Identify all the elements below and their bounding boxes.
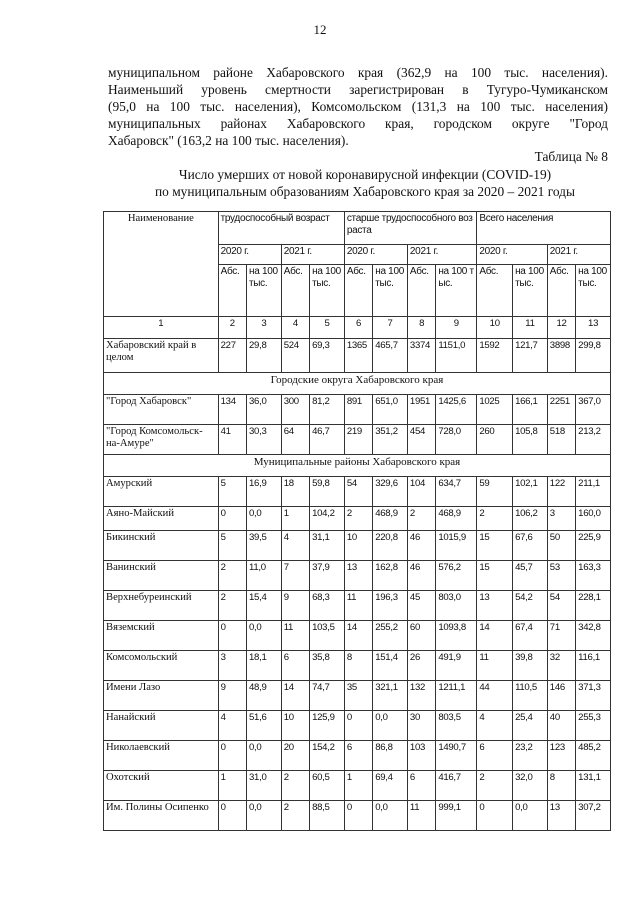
- row-value: 1592: [477, 339, 513, 373]
- page-number: 12: [313, 22, 327, 37]
- intro-line: Наименьший уровень смертности зарегистрирован в Тугуро-Чумиканском: [108, 82, 608, 97]
- row-value: 46: [407, 561, 435, 591]
- row-value: 3: [218, 651, 246, 681]
- row-name: Комсомольский: [104, 651, 219, 681]
- table-row: [104, 507, 611, 531]
- row-value: 576,2: [436, 561, 477, 591]
- row-value: 103: [407, 741, 435, 771]
- table-row: [104, 395, 611, 425]
- table-row: [104, 591, 611, 621]
- table-row: [104, 425, 611, 455]
- intro-line: муниципальном районе Хабаровского края (362,9 на 100 тыс. населения).: [108, 65, 608, 80]
- row-value: 196,3: [373, 591, 408, 621]
- row-value: 416,7: [436, 771, 477, 801]
- row-value: 160,0: [576, 507, 611, 531]
- row-value: 30,3: [247, 425, 282, 455]
- row-name: Вяземский: [104, 621, 219, 651]
- row-value: 213,2: [576, 425, 611, 455]
- section-title: Городские округа Хабаровского края: [104, 373, 611, 395]
- row-value: 0,0: [513, 801, 548, 831]
- row-value: 68,3: [310, 591, 345, 621]
- row-value: 2: [281, 801, 309, 831]
- row-value: 728,0: [436, 425, 477, 455]
- row-value: 634,7: [436, 477, 477, 507]
- intro-line: Хабаровск" (163,2 на 100 тыс. населения).: [108, 133, 349, 148]
- row-name: Хабаровский край в целом: [104, 339, 219, 373]
- row-value: 16,9: [247, 477, 282, 507]
- row-value: 11,0: [247, 561, 282, 591]
- row-value: 18,1: [247, 651, 282, 681]
- row-value: 14: [281, 681, 309, 711]
- row-value: 367,0: [576, 395, 611, 425]
- row-value: 465,7: [373, 339, 408, 373]
- row-value: 4: [218, 711, 246, 741]
- section-row: [104, 455, 611, 477]
- row-value: 255,2: [373, 621, 408, 651]
- row-value: 104,2: [310, 507, 345, 531]
- row-value: 88,5: [310, 801, 345, 831]
- row-value: 0,0: [247, 741, 282, 771]
- row-value: 228,1: [576, 591, 611, 621]
- header-per-100k: на 100 тыс.: [576, 265, 611, 317]
- row-value: 371,3: [576, 681, 611, 711]
- row-value: 103,5: [310, 621, 345, 651]
- row-name: Имени Лазо: [104, 681, 219, 711]
- row-value: 15: [477, 531, 513, 561]
- table-row: [104, 711, 611, 741]
- row-value: 37,9: [310, 561, 345, 591]
- row-name: Ванинский: [104, 561, 219, 591]
- row-value: 59,8: [310, 477, 345, 507]
- row-value: 321,1: [373, 681, 408, 711]
- header-abs: Абс.: [477, 265, 513, 317]
- row-value: 31,0: [247, 771, 282, 801]
- row-value: 7: [281, 561, 309, 591]
- column-number: 3: [247, 317, 282, 339]
- row-value: 2: [281, 771, 309, 801]
- table-row: [104, 531, 611, 561]
- row-value: 342,8: [576, 621, 611, 651]
- row-value: 15: [477, 561, 513, 591]
- caption-line: Число умерших от новой коронавирусной инфекции (COVID-19): [178, 167, 552, 182]
- row-value: 6: [477, 741, 513, 771]
- row-value: 13: [344, 561, 372, 591]
- row-name: Верхнебуреинский: [104, 591, 219, 621]
- row-value: 329,6: [373, 477, 408, 507]
- row-value: 121,7: [513, 339, 548, 373]
- header-year: 2021 г.: [281, 245, 344, 265]
- row-value: 803,5: [436, 711, 477, 741]
- intro-paragraph: [108, 64, 608, 149]
- row-value: 134: [218, 395, 246, 425]
- header-abs: Абс.: [547, 265, 575, 317]
- row-value: 74,7: [310, 681, 345, 711]
- row-value: 102,1: [513, 477, 548, 507]
- row-value: 1093,8: [436, 621, 477, 651]
- header-group-elderly: старше трудоспособного возраста: [344, 212, 477, 245]
- row-value: 25,4: [513, 711, 548, 741]
- row-value: 260: [477, 425, 513, 455]
- row-value: 351,2: [373, 425, 408, 455]
- row-value: 162,8: [373, 561, 408, 591]
- row-value: 163,3: [576, 561, 611, 591]
- intro-line: (95,0 на 100 тыс. населения), Комсомольском (131,3 на 100 тыс. населения): [108, 99, 608, 114]
- row-name: "Город Комсомольск-на-Амуре": [104, 425, 219, 455]
- row-value: 32,0: [513, 771, 548, 801]
- row-value: 54,2: [513, 591, 548, 621]
- row-value: 2: [477, 507, 513, 531]
- column-number: 7: [373, 317, 408, 339]
- row-name: Николаевский: [104, 741, 219, 771]
- column-number: 2: [218, 317, 246, 339]
- row-value: 524: [281, 339, 309, 373]
- row-value: 106,2: [513, 507, 548, 531]
- row-value: 255,3: [576, 711, 611, 741]
- row-value: 154,2: [310, 741, 345, 771]
- row-value: 9: [281, 591, 309, 621]
- row-value: 0,0: [247, 801, 282, 831]
- row-value: 1: [344, 771, 372, 801]
- row-value: 1490,7: [436, 741, 477, 771]
- row-value: 30: [407, 711, 435, 741]
- row-value: 225,9: [576, 531, 611, 561]
- row-value: 0,0: [247, 621, 282, 651]
- row-value: 2: [407, 507, 435, 531]
- column-number: 13: [576, 317, 611, 339]
- table-row: [104, 771, 611, 801]
- header-year: 2020 г.: [344, 245, 407, 265]
- caption-line: по муниципальным образованиям Хабаровского края за 2020 – 2021 годы: [155, 184, 575, 199]
- table-row: [104, 651, 611, 681]
- table-row: [104, 339, 611, 373]
- row-value: 2: [218, 561, 246, 591]
- row-value: 2251: [547, 395, 575, 425]
- header-year: 2020 г.: [218, 245, 281, 265]
- row-value: 2: [344, 507, 372, 531]
- row-value: 8: [344, 651, 372, 681]
- header-abs: Абс.: [407, 265, 435, 317]
- row-value: 11: [281, 621, 309, 651]
- header-year: 2021 г.: [547, 245, 610, 265]
- row-value: 14: [477, 621, 513, 651]
- row-name: Амурский: [104, 477, 219, 507]
- row-value: 6: [281, 651, 309, 681]
- row-value: 14: [344, 621, 372, 651]
- header-per-100k: на 100 тыс.: [373, 265, 408, 317]
- row-value: 105,8: [513, 425, 548, 455]
- row-value: 0: [477, 801, 513, 831]
- intro-line: муниципальных районах Хабаровского края, городском округе "Город: [108, 116, 608, 131]
- row-value: 46,7: [310, 425, 345, 455]
- column-number: 10: [477, 317, 513, 339]
- column-number: 8: [407, 317, 435, 339]
- row-value: 48,9: [247, 681, 282, 711]
- row-value: 64: [281, 425, 309, 455]
- row-value: 39,5: [247, 531, 282, 561]
- header-name: Наименование: [104, 212, 219, 317]
- row-value: 35: [344, 681, 372, 711]
- row-value: 44: [477, 681, 513, 711]
- row-value: 15,4: [247, 591, 282, 621]
- row-value: 307,2: [576, 801, 611, 831]
- row-value: 41: [218, 425, 246, 455]
- header-year: 2020 г.: [477, 245, 547, 265]
- row-value: 132: [407, 681, 435, 711]
- header-per-100k: на 100 тыс.: [513, 265, 548, 317]
- mortality-table: [103, 211, 611, 831]
- table-caption: [100, 166, 630, 200]
- header-group-working-age: трудоспособный возраст: [218, 212, 344, 245]
- column-number: 4: [281, 317, 309, 339]
- row-value: 0: [344, 801, 372, 831]
- row-value: 0: [218, 507, 246, 531]
- row-value: 485,2: [576, 741, 611, 771]
- row-value: 1151,0: [436, 339, 477, 373]
- row-value: 151,4: [373, 651, 408, 681]
- row-value: 26: [407, 651, 435, 681]
- row-value: 220,8: [373, 531, 408, 561]
- row-value: 116,1: [576, 651, 611, 681]
- header-abs: Абс.: [218, 265, 246, 317]
- row-name: Бикинский: [104, 531, 219, 561]
- row-value: 45: [407, 591, 435, 621]
- column-number: 1: [104, 317, 219, 339]
- row-name: Им. Полины Осипенко: [104, 801, 219, 831]
- row-value: 29,8: [247, 339, 282, 373]
- row-value: 1951: [407, 395, 435, 425]
- row-value: 35,8: [310, 651, 345, 681]
- row-value: 803,0: [436, 591, 477, 621]
- table-row: [104, 741, 611, 771]
- row-value: 0,0: [373, 711, 408, 741]
- row-value: 468,9: [436, 507, 477, 531]
- column-number: 5: [310, 317, 345, 339]
- row-value: 86,8: [373, 741, 408, 771]
- row-value: 31,1: [310, 531, 345, 561]
- row-value: 491,9: [436, 651, 477, 681]
- row-value: 1365: [344, 339, 372, 373]
- table-row: [104, 681, 611, 711]
- row-value: 131,1: [576, 771, 611, 801]
- row-value: 45,7: [513, 561, 548, 591]
- row-value: 5: [218, 531, 246, 561]
- row-value: 166,1: [513, 395, 548, 425]
- row-value: 53: [547, 561, 575, 591]
- header-group-total: Всего населения: [477, 212, 611, 245]
- table-row: [104, 561, 611, 591]
- row-name: Нанайский: [104, 711, 219, 741]
- row-value: 46: [407, 531, 435, 561]
- section-title: Муниципальные районы Хабаровского края: [104, 455, 611, 477]
- row-value: 13: [547, 801, 575, 831]
- row-value: 10: [344, 531, 372, 561]
- row-value: 1425,6: [436, 395, 477, 425]
- row-value: 0: [344, 711, 372, 741]
- column-number-row: [104, 317, 611, 339]
- row-value: 13: [477, 591, 513, 621]
- row-value: 51,6: [247, 711, 282, 741]
- row-value: 6: [407, 771, 435, 801]
- row-value: 651,0: [373, 395, 408, 425]
- row-value: 54: [344, 477, 372, 507]
- row-value: 146: [547, 681, 575, 711]
- row-value: 999,1: [436, 801, 477, 831]
- row-value: 60,5: [310, 771, 345, 801]
- row-value: 69,3: [310, 339, 345, 373]
- header-per-100k: на 100 тыс.: [436, 265, 477, 317]
- row-value: 40: [547, 711, 575, 741]
- row-value: 9: [218, 681, 246, 711]
- row-value: 54: [547, 591, 575, 621]
- row-value: 227: [218, 339, 246, 373]
- row-name: Охотский: [104, 771, 219, 801]
- row-value: 4: [477, 711, 513, 741]
- row-value: 123: [547, 741, 575, 771]
- row-value: 36,0: [247, 395, 282, 425]
- row-value: 69,4: [373, 771, 408, 801]
- row-value: 50: [547, 531, 575, 561]
- row-value: 891: [344, 395, 372, 425]
- row-value: 60: [407, 621, 435, 651]
- row-value: 0,0: [373, 801, 408, 831]
- column-number: 9: [436, 317, 477, 339]
- row-value: 3: [547, 507, 575, 531]
- row-value: 1: [281, 507, 309, 531]
- row-value: 0: [218, 741, 246, 771]
- row-value: 299,8: [576, 339, 611, 373]
- row-value: 518: [547, 425, 575, 455]
- row-value: 0,0: [247, 507, 282, 531]
- row-value: 0: [218, 621, 246, 651]
- table-label: Таблица № 8: [534, 149, 608, 164]
- row-value: 67,6: [513, 531, 548, 561]
- row-value: 59: [477, 477, 513, 507]
- header-per-100k: на 100 тыс.: [247, 265, 282, 317]
- row-value: 1025: [477, 395, 513, 425]
- row-value: 20: [281, 741, 309, 771]
- row-value: 2: [477, 771, 513, 801]
- row-name: "Город Хабаровск": [104, 395, 219, 425]
- row-value: 4: [281, 531, 309, 561]
- header-abs: Абс.: [344, 265, 372, 317]
- column-number: 12: [547, 317, 575, 339]
- row-value: 219: [344, 425, 372, 455]
- row-value: 23,2: [513, 741, 548, 771]
- row-value: 1211,1: [436, 681, 477, 711]
- row-value: 0: [218, 801, 246, 831]
- row-value: 6: [344, 741, 372, 771]
- row-value: 3898: [547, 339, 575, 373]
- table-row: [104, 621, 611, 651]
- table-row: [104, 801, 611, 831]
- row-value: 1015,9: [436, 531, 477, 561]
- row-value: 2: [218, 591, 246, 621]
- row-value: 32: [547, 651, 575, 681]
- row-value: 11: [477, 651, 513, 681]
- row-value: 10: [281, 711, 309, 741]
- row-value: 71: [547, 621, 575, 651]
- row-value: 104: [407, 477, 435, 507]
- row-value: 122: [547, 477, 575, 507]
- row-value: 11: [344, 591, 372, 621]
- row-value: 18: [281, 477, 309, 507]
- section-row: [104, 373, 611, 395]
- row-value: 125,9: [310, 711, 345, 741]
- header-year: 2021 г.: [407, 245, 476, 265]
- row-value: 300: [281, 395, 309, 425]
- row-value: 11: [407, 801, 435, 831]
- header-per-100k: на 100 тыс.: [310, 265, 345, 317]
- row-value: 39,8: [513, 651, 548, 681]
- row-name: Аяно-Майский: [104, 507, 219, 531]
- row-value: 3374: [407, 339, 435, 373]
- column-number: 11: [513, 317, 548, 339]
- row-value: 81,2: [310, 395, 345, 425]
- row-value: 454: [407, 425, 435, 455]
- row-value: 67,4: [513, 621, 548, 651]
- header-abs: Абс.: [281, 265, 309, 317]
- row-value: 211,1: [576, 477, 611, 507]
- table-row: [104, 477, 611, 507]
- row-value: 1: [218, 771, 246, 801]
- column-number: 6: [344, 317, 372, 339]
- row-value: 8: [547, 771, 575, 801]
- row-value: 468,9: [373, 507, 408, 531]
- row-value: 5: [218, 477, 246, 507]
- row-value: 110,5: [513, 681, 548, 711]
